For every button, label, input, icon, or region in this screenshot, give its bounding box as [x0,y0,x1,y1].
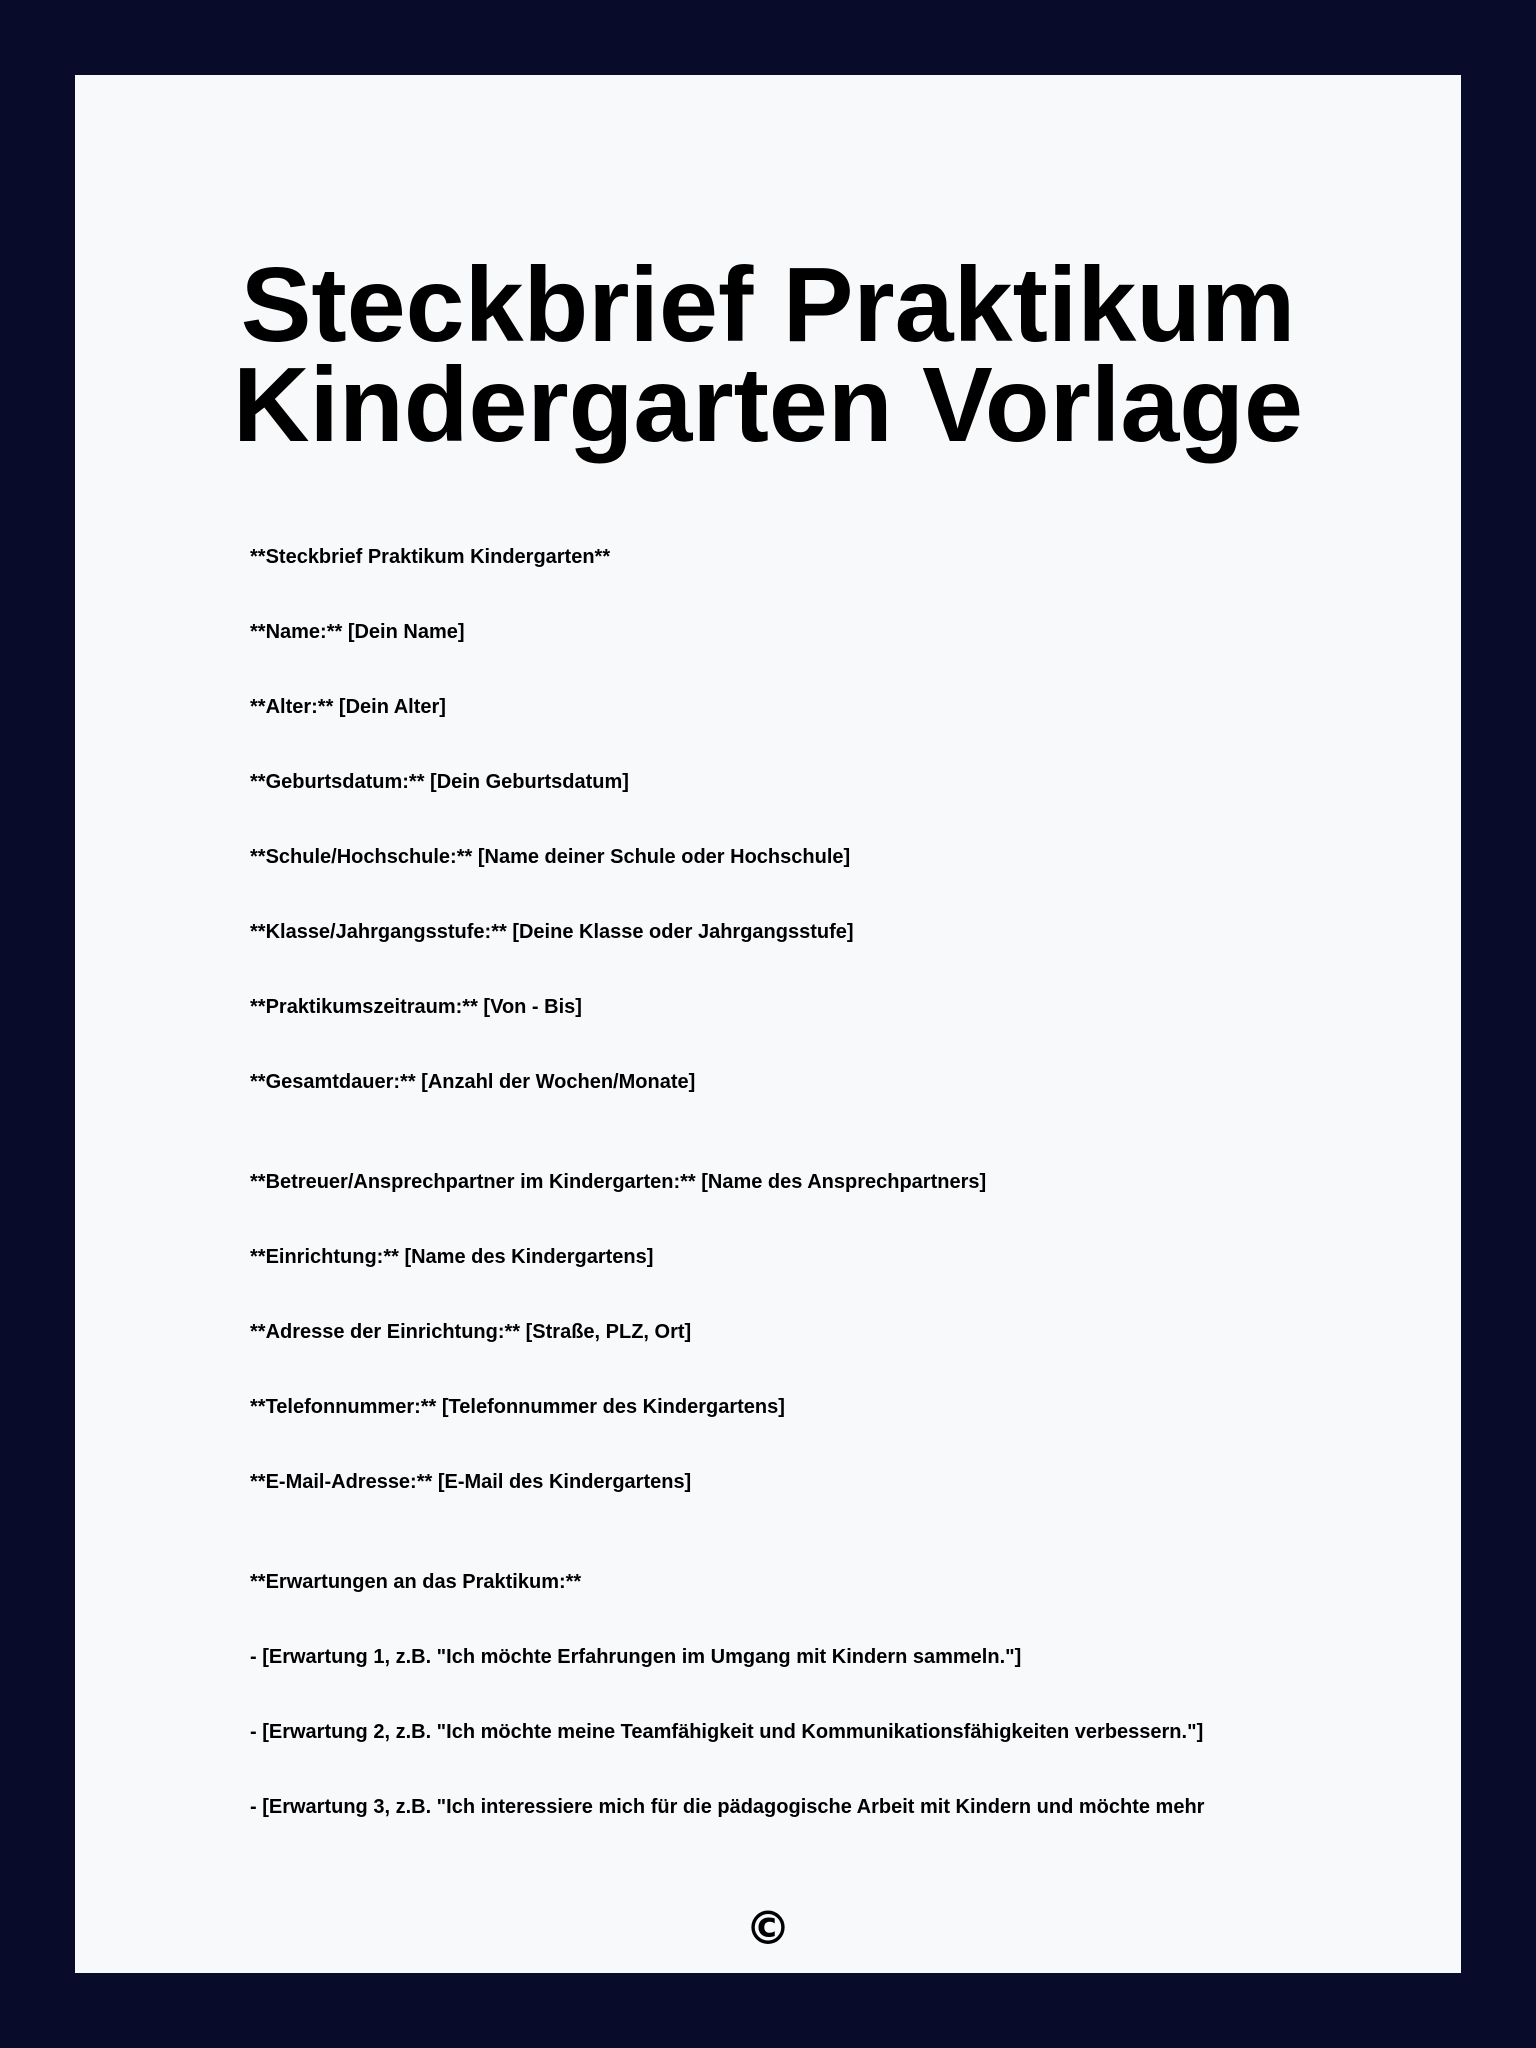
field-einrichtung: **Einrichtung:** [Name des Kindergartens] [250,1246,654,1268]
field-name: **Name:** [Dein Name] [250,621,465,643]
field-schule: **Schule/Hochschule:** [Name deiner Schule oder Hochschule] [250,846,851,868]
field-klasse: **Klasse/Jahrgangsstufe:** [Deine Klasse oder Jahrgangsstufe] [250,921,854,943]
field-betreuer: **Betreuer/Ansprechpartner im Kindergarten:** [Name des Ansprechpartners] [250,1171,987,1193]
copyright-icon: © [745,1901,791,1955]
field-email: **E-Mail-Adresse:** [E-Mail des Kindergartens] [250,1471,692,1493]
title-line-1: Steckbrief Praktikum [240,246,1296,364]
document-page [75,75,1461,1973]
list-item-erwartung-1: - [Erwartung 1, z.B. "Ich möchte Erfahrungen im Umgang mit Kindern sammeln."] [250,1646,1022,1668]
field-gesamtdauer: **Gesamtdauer:** [Anzahl der Wochen/Monate] [250,1071,696,1093]
list-item-erwartung-2: - [Erwartung 2, z.B. "Ich möchte meine Teamfähigkeit und Kommunikationsfähigkeiten verbessern."] [250,1721,1204,1743]
field-adresse: **Adresse der Einrichtung:** [Straße, PLZ, Ort] [250,1321,692,1343]
field-alter: **Alter:** [Dein Alter] [250,696,446,718]
section-heading-steckbrief: **Steckbrief Praktikum Kindergarten** [250,546,611,568]
title-line-2: Kindergarten Vorlage [232,346,1304,464]
section-heading-erwartungen: **Erwartungen an das Praktikum:** [250,1571,582,1593]
field-telefonnummer: **Telefonnummer:** [Telefonnummer des Kindergartens] [250,1396,785,1418]
document-title [75,246,1461,464]
field-geburtsdatum: **Geburtsdatum:** [Dein Geburtsdatum] [250,771,629,793]
list-item-erwartung-3: - [Erwartung 3, z.B. "Ich interessiere mich für die pädagogische Arbeit mit Kindern und möchte mehr [250,1796,1205,1818]
field-praktikumszeitraum: **Praktikumszeitraum:** [Von - Bis] [250,996,582,1018]
